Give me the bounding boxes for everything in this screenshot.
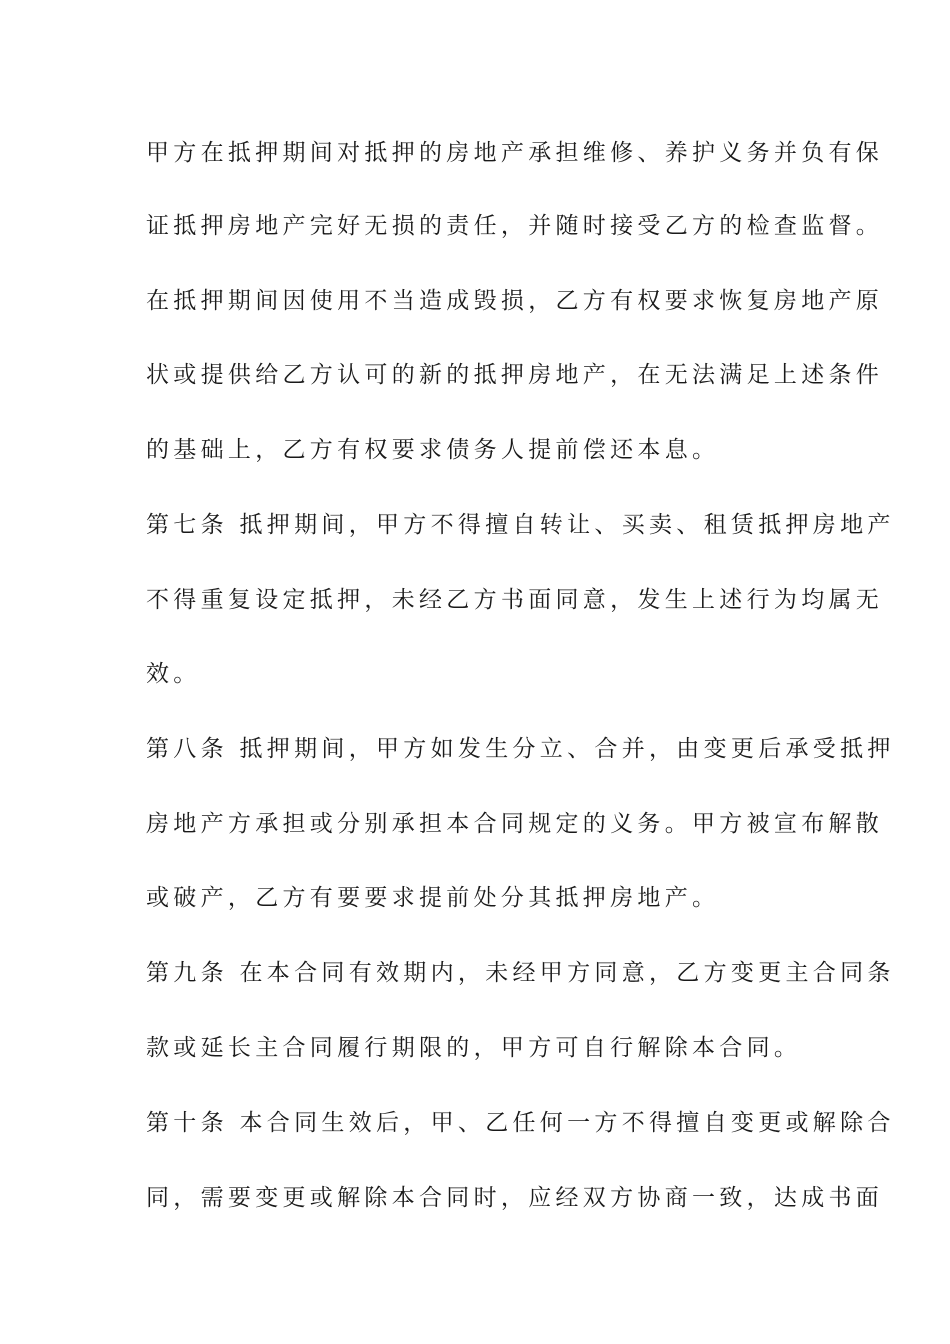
article-7-line: 第七条 抵押期间，甲方不得擅自转让、买卖、租赁抵押房地产 (146, 512, 895, 538)
text-line: 款或延长主合同履行期限的，甲方可自行解除本合同。 (146, 1035, 802, 1061)
text-line: 不得重复设定抵押，未经乙方书面同意，发生上述行为均属无 (146, 587, 884, 613)
text-line: 甲方在抵押期间对抵押的房地产承担维修、养护义务并负有保 (146, 140, 884, 166)
text-line: 房地产方承担或分别承担本合同规定的义务。甲方被宣布解散 (146, 811, 884, 837)
text-line: 证抵押房地产完好无损的责任，并随时接受乙方的检查监督。 (146, 213, 884, 239)
text-line: 同，需要变更或解除本合同时，应经双方协商一致，达成书面 (146, 1185, 884, 1211)
article-8-line: 第八条 抵押期间，甲方如发生分立、合并，由变更后承受抵押 (146, 736, 895, 762)
text-line: 效。 (146, 661, 201, 687)
article-9-line: 第九条 在本合同有效期内，未经甲方同意，乙方变更主合同条 (146, 960, 895, 986)
text-line: 或破产，乙方有要要求提前处分其抵押房地产。 (146, 885, 720, 911)
article-10-line: 第十条 本合同生效后，甲、乙任何一方不得擅自变更或解除合 (146, 1110, 895, 1136)
text-line: 在抵押期间因使用不当造成毁损，乙方有权要求恢复房地产原 (146, 288, 884, 314)
text-line: 状或提供给乙方认可的新的抵押房地产，在无法满足上述条件 (146, 362, 884, 388)
text-line: 的基础上，乙方有权要求债务人提前偿还本息。 (146, 437, 720, 463)
